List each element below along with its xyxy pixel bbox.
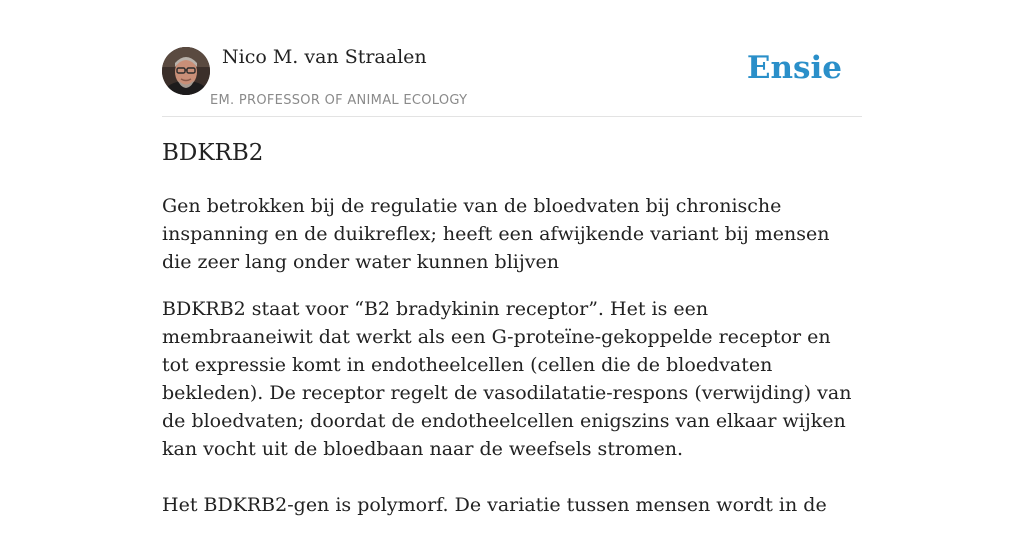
author-avatar[interactable] <box>162 47 210 95</box>
author-title: EM. PROFESSOR OF ANIMAL ECOLOGY <box>210 93 468 108</box>
page-container <box>162 0 862 516</box>
article-title: BDKRB2 <box>162 140 264 166</box>
article-lead: Gen betrokken bij de regulatie van de bloedvaten bij chronische inspanning en de duikreflex; heeft een afwijkende variant bij mensen die zeer lang onder water kunnen blijven <box>162 195 830 273</box>
avatar-portrait-icon <box>162 47 210 95</box>
brand-logo[interactable]: Ensie <box>746 50 842 86</box>
article-paragraph: Het BDKRB2-gen is polymorf. De variatie tussen mensen wordt in de <box>162 494 827 516</box>
article-paragraph: BDKRB2 staat voor “B2 bradykinin receptor”. Het is een membraaneiwit dat werkt als een G-proteïne-gekoppelde receptor en tot expressie komt in endotheelcellen (cellen die de bloedvaten bekleden). De receptor regelt de vasodilatatie-respons (verwijding) van de bloedvaten; doordat de endotheelcellen enigszins van elkaar wijken kan vocht uit de bloedbaan naar de weefsels stromen. <box>162 298 852 460</box>
article-body <box>162 295 862 547</box>
author-header <box>162 0 862 117</box>
author-name[interactable]: Nico M. van Straalen <box>222 46 427 68</box>
